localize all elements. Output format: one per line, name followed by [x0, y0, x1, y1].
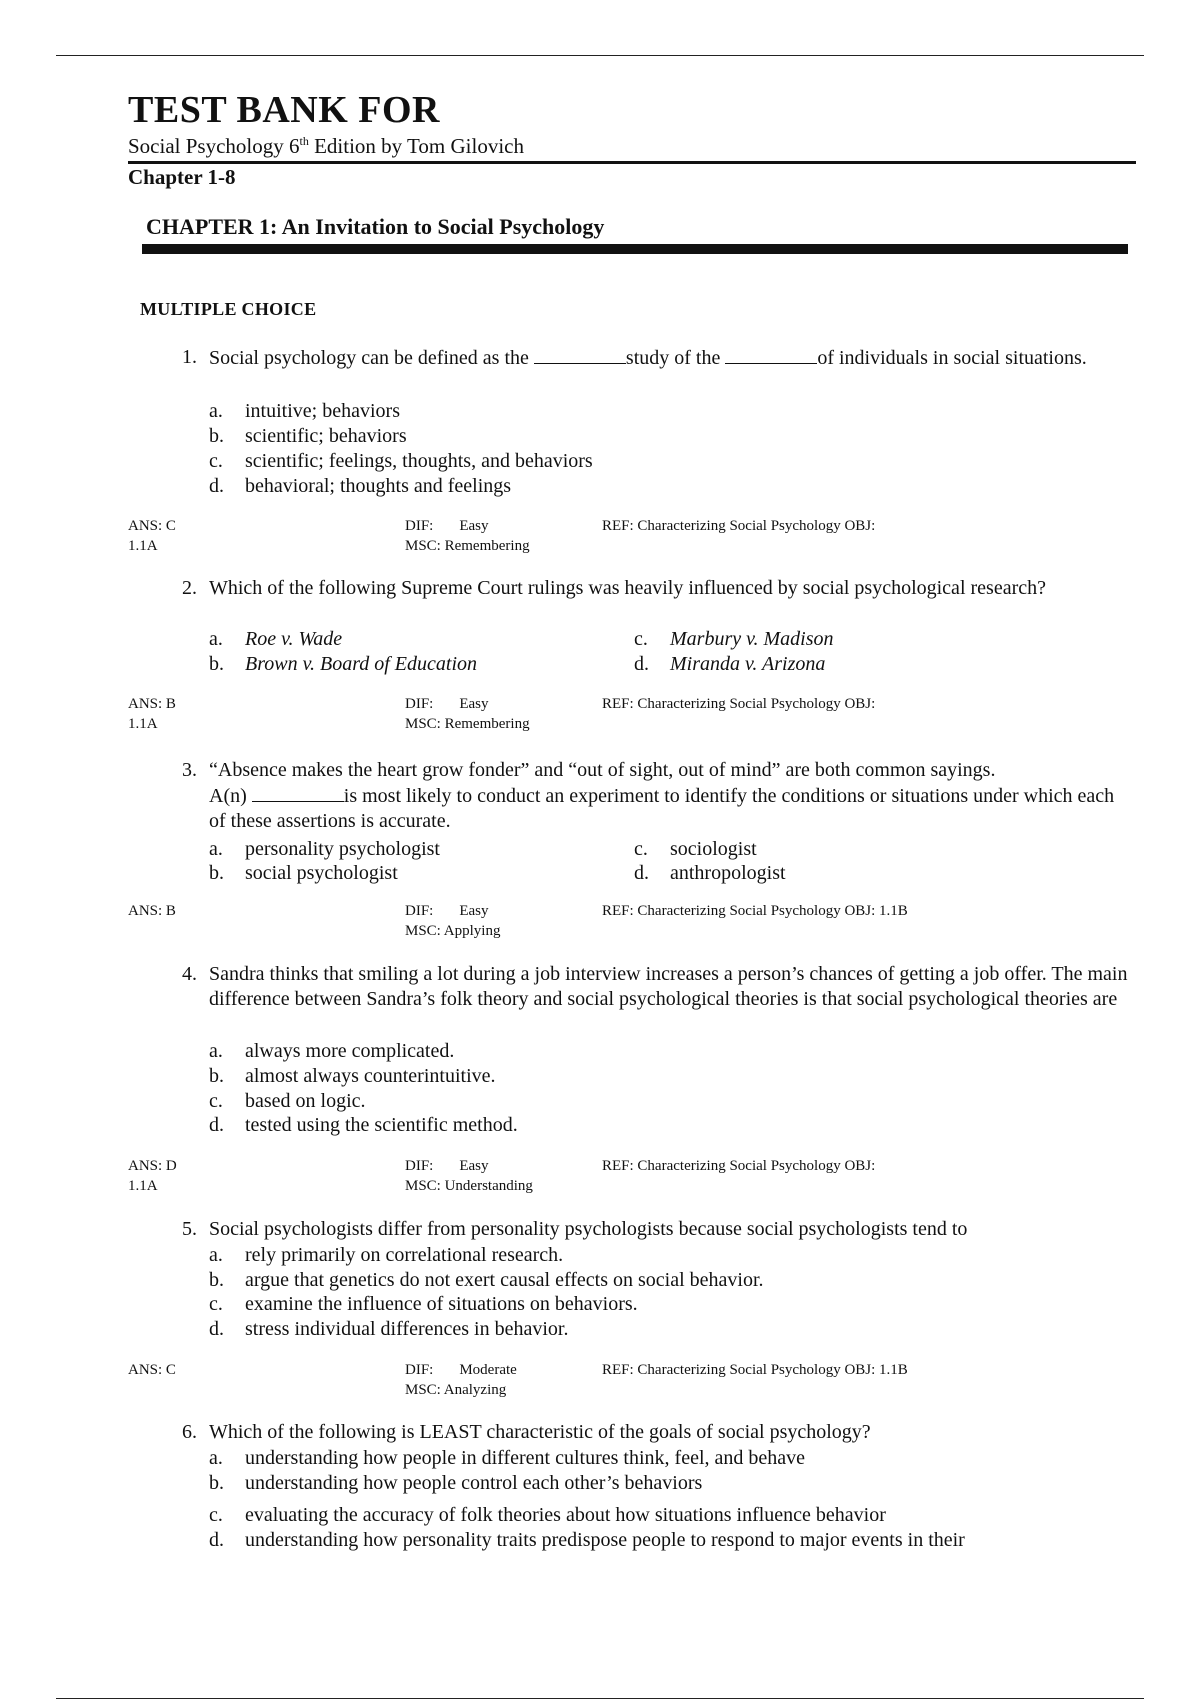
- chapter-range: Chapter 1-8: [128, 165, 236, 189]
- answer-key: ANS: B: [128, 696, 176, 712]
- section-heading: MULTIPLE CHOICE: [140, 299, 317, 319]
- objective-continued: 1.1A: [128, 1178, 158, 1194]
- option-d: d. anthropologist: [634, 862, 786, 884]
- msc-level: MSC: Applying: [405, 923, 501, 939]
- option-d: d. understanding how personality traits predispose people to respond to major events in their: [209, 1529, 965, 1551]
- reference: REF: Characterizing Social Psychology OBJ: 1.1B: [602, 1362, 908, 1378]
- msc-level: MSC: Remembering: [405, 716, 530, 732]
- question-stem: “Absence makes the heart grow fonder” and “out of sight, out of mind” are both common sayings. A(n) is most likely to conduct an experiment to identify the conditions or situations under which each of these assertions is accurate.: [209, 759, 1115, 832]
- question-3: [173, 758, 1129, 834]
- option-c: c. based on logic.: [209, 1090, 366, 1112]
- option-d: d. Miranda v. Arizona: [634, 653, 826, 675]
- option-a: a. intuitive; behaviors: [209, 400, 400, 422]
- option-a: a. Roe v. Wade: [209, 628, 343, 650]
- option-b: b. understanding how people control each other’s behaviors: [209, 1472, 703, 1494]
- difficulty: DIF: Easy: [405, 1158, 489, 1174]
- page-title: TEST BANK FOR: [128, 89, 440, 131]
- msc-level: MSC: Remembering: [405, 538, 530, 554]
- option-c: c. sociologist: [634, 838, 757, 860]
- answer-blank: [725, 345, 817, 364]
- option-a: a. understanding how people in different cultures think, feel, and behave: [209, 1447, 806, 1469]
- option-c: c. Marbury v. Madison: [634, 628, 834, 650]
- answer-blank: [252, 783, 344, 802]
- answer-key: ANS: C: [128, 518, 176, 534]
- option-d: d. tested using the scientific method.: [209, 1114, 518, 1136]
- question-number: 3.: [182, 759, 197, 781]
- question-6: [173, 1420, 1129, 1445]
- answer-key: ANS: D: [128, 1158, 177, 1174]
- header-divider: [128, 161, 1136, 164]
- question-number: 2.: [182, 577, 197, 599]
- difficulty: DIF: Easy: [405, 696, 489, 712]
- option-a: a. always more complicated.: [209, 1040, 455, 1062]
- question-number: 6.: [182, 1421, 197, 1443]
- question-stem: Sandra thinks that smiling a lot during a job interview increases a person’s chances of getting a job offer. The main difference between Sandra’s folk theory and social psychological theories is that social psychological theories are: [209, 963, 1128, 1010]
- reference: REF: Characterizing Social Psychology OBJ:: [602, 696, 876, 712]
- difficulty: DIF: Easy: [405, 903, 489, 919]
- question-stem: Which of the following Supreme Court rulings was heavily influenced by social psychological research?: [209, 577, 1046, 599]
- difficulty: DIF: Moderate: [405, 1362, 517, 1378]
- msc-level: MSC: Understanding: [405, 1178, 533, 1194]
- top-rule: [56, 55, 1144, 56]
- bottom-rule: [56, 1698, 1144, 1699]
- answer-blank: [534, 345, 626, 364]
- option-c: c. evaluating the accuracy of folk theories about how situations influence behavior: [209, 1504, 886, 1526]
- option-d: d. stress individual differences in behavior.: [209, 1318, 569, 1340]
- reference: REF: Characterizing Social Psychology OBJ:: [602, 518, 876, 534]
- question-number: 1.: [182, 346, 197, 368]
- option-a: a. rely primarily on correlational research.: [209, 1244, 564, 1266]
- option-b: b. almost always counterintuitive.: [209, 1065, 496, 1087]
- question-1: [173, 345, 1129, 371]
- option-b: b. Brown v. Board of Education: [209, 653, 478, 675]
- answer-key: ANS: C: [128, 1362, 176, 1378]
- option-a: a. personality psychologist: [209, 838, 440, 860]
- chapter-title: CHAPTER 1: An Invitation to Social Psychology: [146, 214, 605, 239]
- option-c: c. scientific; feelings, thoughts, and behaviors: [209, 450, 593, 472]
- objective-continued: 1.1A: [128, 538, 158, 554]
- question-stem: Social psychology can be defined as the study of the of individuals in social situations.: [209, 347, 1087, 369]
- objective-continued: 1.1A: [128, 716, 158, 732]
- question-5: [173, 1217, 1129, 1242]
- option-d: d. behavioral; thoughts and feelings: [209, 475, 512, 497]
- difficulty: DIF: Easy: [405, 518, 489, 534]
- book-subtitle: Social Psychology 6th Edition by Tom Gilovich: [128, 134, 524, 158]
- answer-key: ANS: B: [128, 903, 176, 919]
- reference: REF: Characterizing Social Psychology OBJ:: [602, 1158, 876, 1174]
- question-stem: Social psychologists differ from personality psychologists because social psychologists tend to: [209, 1218, 968, 1240]
- question-number: 4.: [182, 963, 197, 985]
- msc-level: MSC: Analyzing: [405, 1382, 507, 1398]
- question-2: [173, 576, 1129, 601]
- option-b: b. scientific; behaviors: [209, 425, 407, 447]
- option-b: b. social psychologist: [209, 862, 398, 884]
- reference: REF: Characterizing Social Psychology OBJ: 1.1B: [602, 903, 908, 919]
- question-4: [173, 962, 1159, 1012]
- option-b: b. argue that genetics do not exert causal effects on social behavior.: [209, 1269, 764, 1291]
- question-number: 5.: [182, 1218, 197, 1240]
- chapter-divider: [142, 244, 1128, 254]
- question-stem: Which of the following is LEAST characteristic of the goals of social psychology?: [209, 1421, 871, 1443]
- option-c: c. examine the influence of situations on behaviors.: [209, 1293, 638, 1315]
